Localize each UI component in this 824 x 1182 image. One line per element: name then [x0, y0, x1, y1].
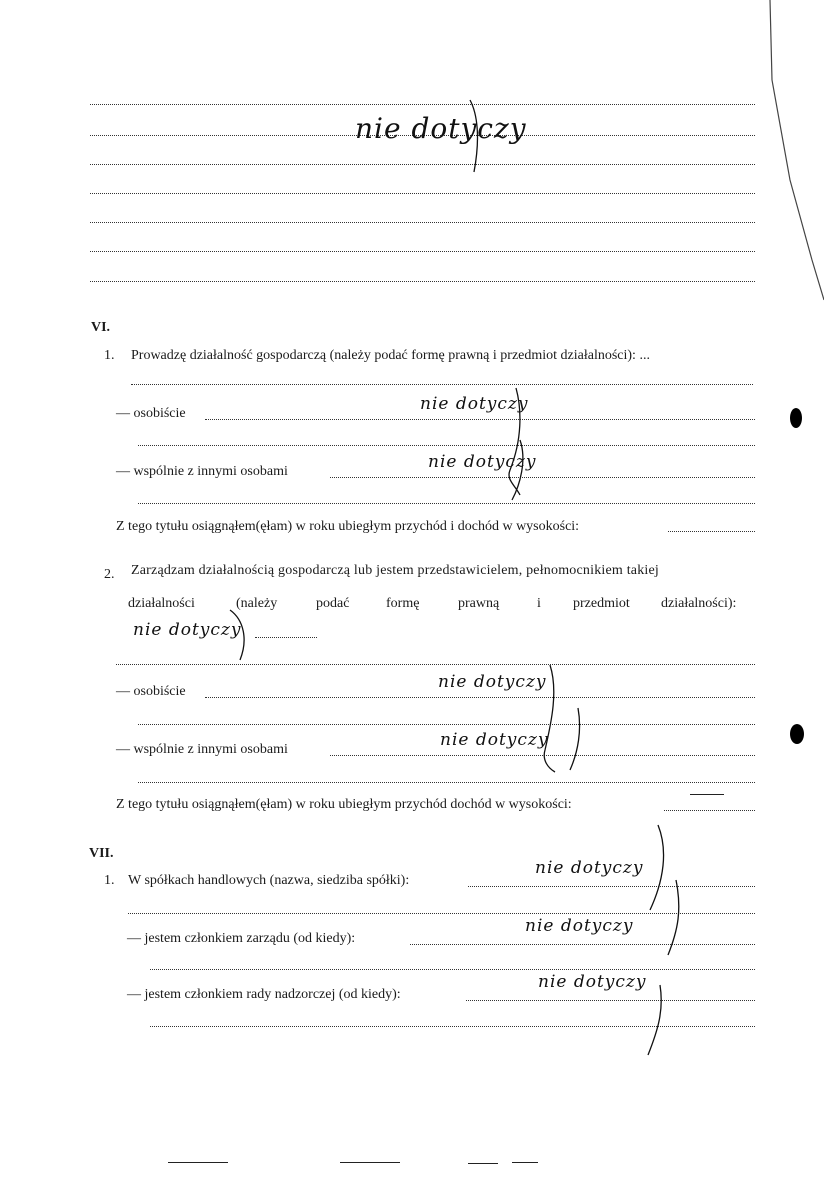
handwritten-note: nie dotyczy	[428, 452, 537, 472]
handwritten-note: nie dotyczy	[355, 112, 527, 145]
personal-label: — osobiście	[116, 684, 186, 699]
item-prompt: W spółkach handlowych (nazwa, siedziba spółki):	[128, 873, 410, 888]
handwritten-note: nie dotyczy	[133, 620, 242, 640]
item-prompt: Zarządzam działalnością gospodarczą lub jestem przedstawicielem, pełnomocnikiem takiej	[131, 563, 659, 578]
item-number: 2.	[104, 567, 115, 582]
board-member-label: — jestem członkiem zarządu (od kiedy):	[127, 931, 356, 946]
item-prompt: formę	[386, 596, 420, 611]
handwritten-note: nie dotyczy	[525, 916, 634, 936]
handwritten-note: nie dotyczy	[420, 394, 529, 414]
item-prompt: działalności	[128, 596, 195, 611]
item-prompt: przedmiot	[573, 596, 630, 611]
handwritten-note: nie dotyczy	[535, 858, 644, 878]
income-statement: Z tego tytułu osiągnąłem(ęłam) w roku ubiegłym przychód i dochód w wysokości:	[116, 519, 580, 534]
income-statement: Z tego tytułu osiągnąłem(ęłam) w roku ubiegłym przychód dochód w wysokości:	[116, 797, 572, 812]
item-prompt: (należy	[236, 596, 278, 611]
item-prompt: działalności):	[661, 596, 737, 611]
section-number: VII.	[89, 846, 114, 861]
item-prompt: i	[537, 596, 541, 611]
supervisory-label: — jestem członkiem rady nadzorczej (od kiedy):	[127, 987, 401, 1002]
item-prompt: prawną	[458, 596, 500, 611]
handwritten-note: nie dotyczy	[438, 672, 547, 692]
personal-label: — osobiście	[116, 406, 186, 421]
handwritten-note: nie dotyczy	[440, 730, 549, 750]
item-prompt: Prowadzę działalność gospodarczą (należy podać formę prawną i przedmiot działalności): ...	[131, 348, 650, 363]
item-prompt: podać	[316, 596, 350, 611]
joint-label: — wspólnie z innymi osobami	[116, 742, 288, 757]
item-number: 1.	[104, 873, 115, 888]
handwritten-note: nie dotyczy	[538, 972, 647, 992]
item-number: 1.	[104, 348, 115, 363]
joint-label: — wspólnie z innymi osobami	[116, 464, 288, 479]
section-number: VI.	[91, 320, 111, 335]
